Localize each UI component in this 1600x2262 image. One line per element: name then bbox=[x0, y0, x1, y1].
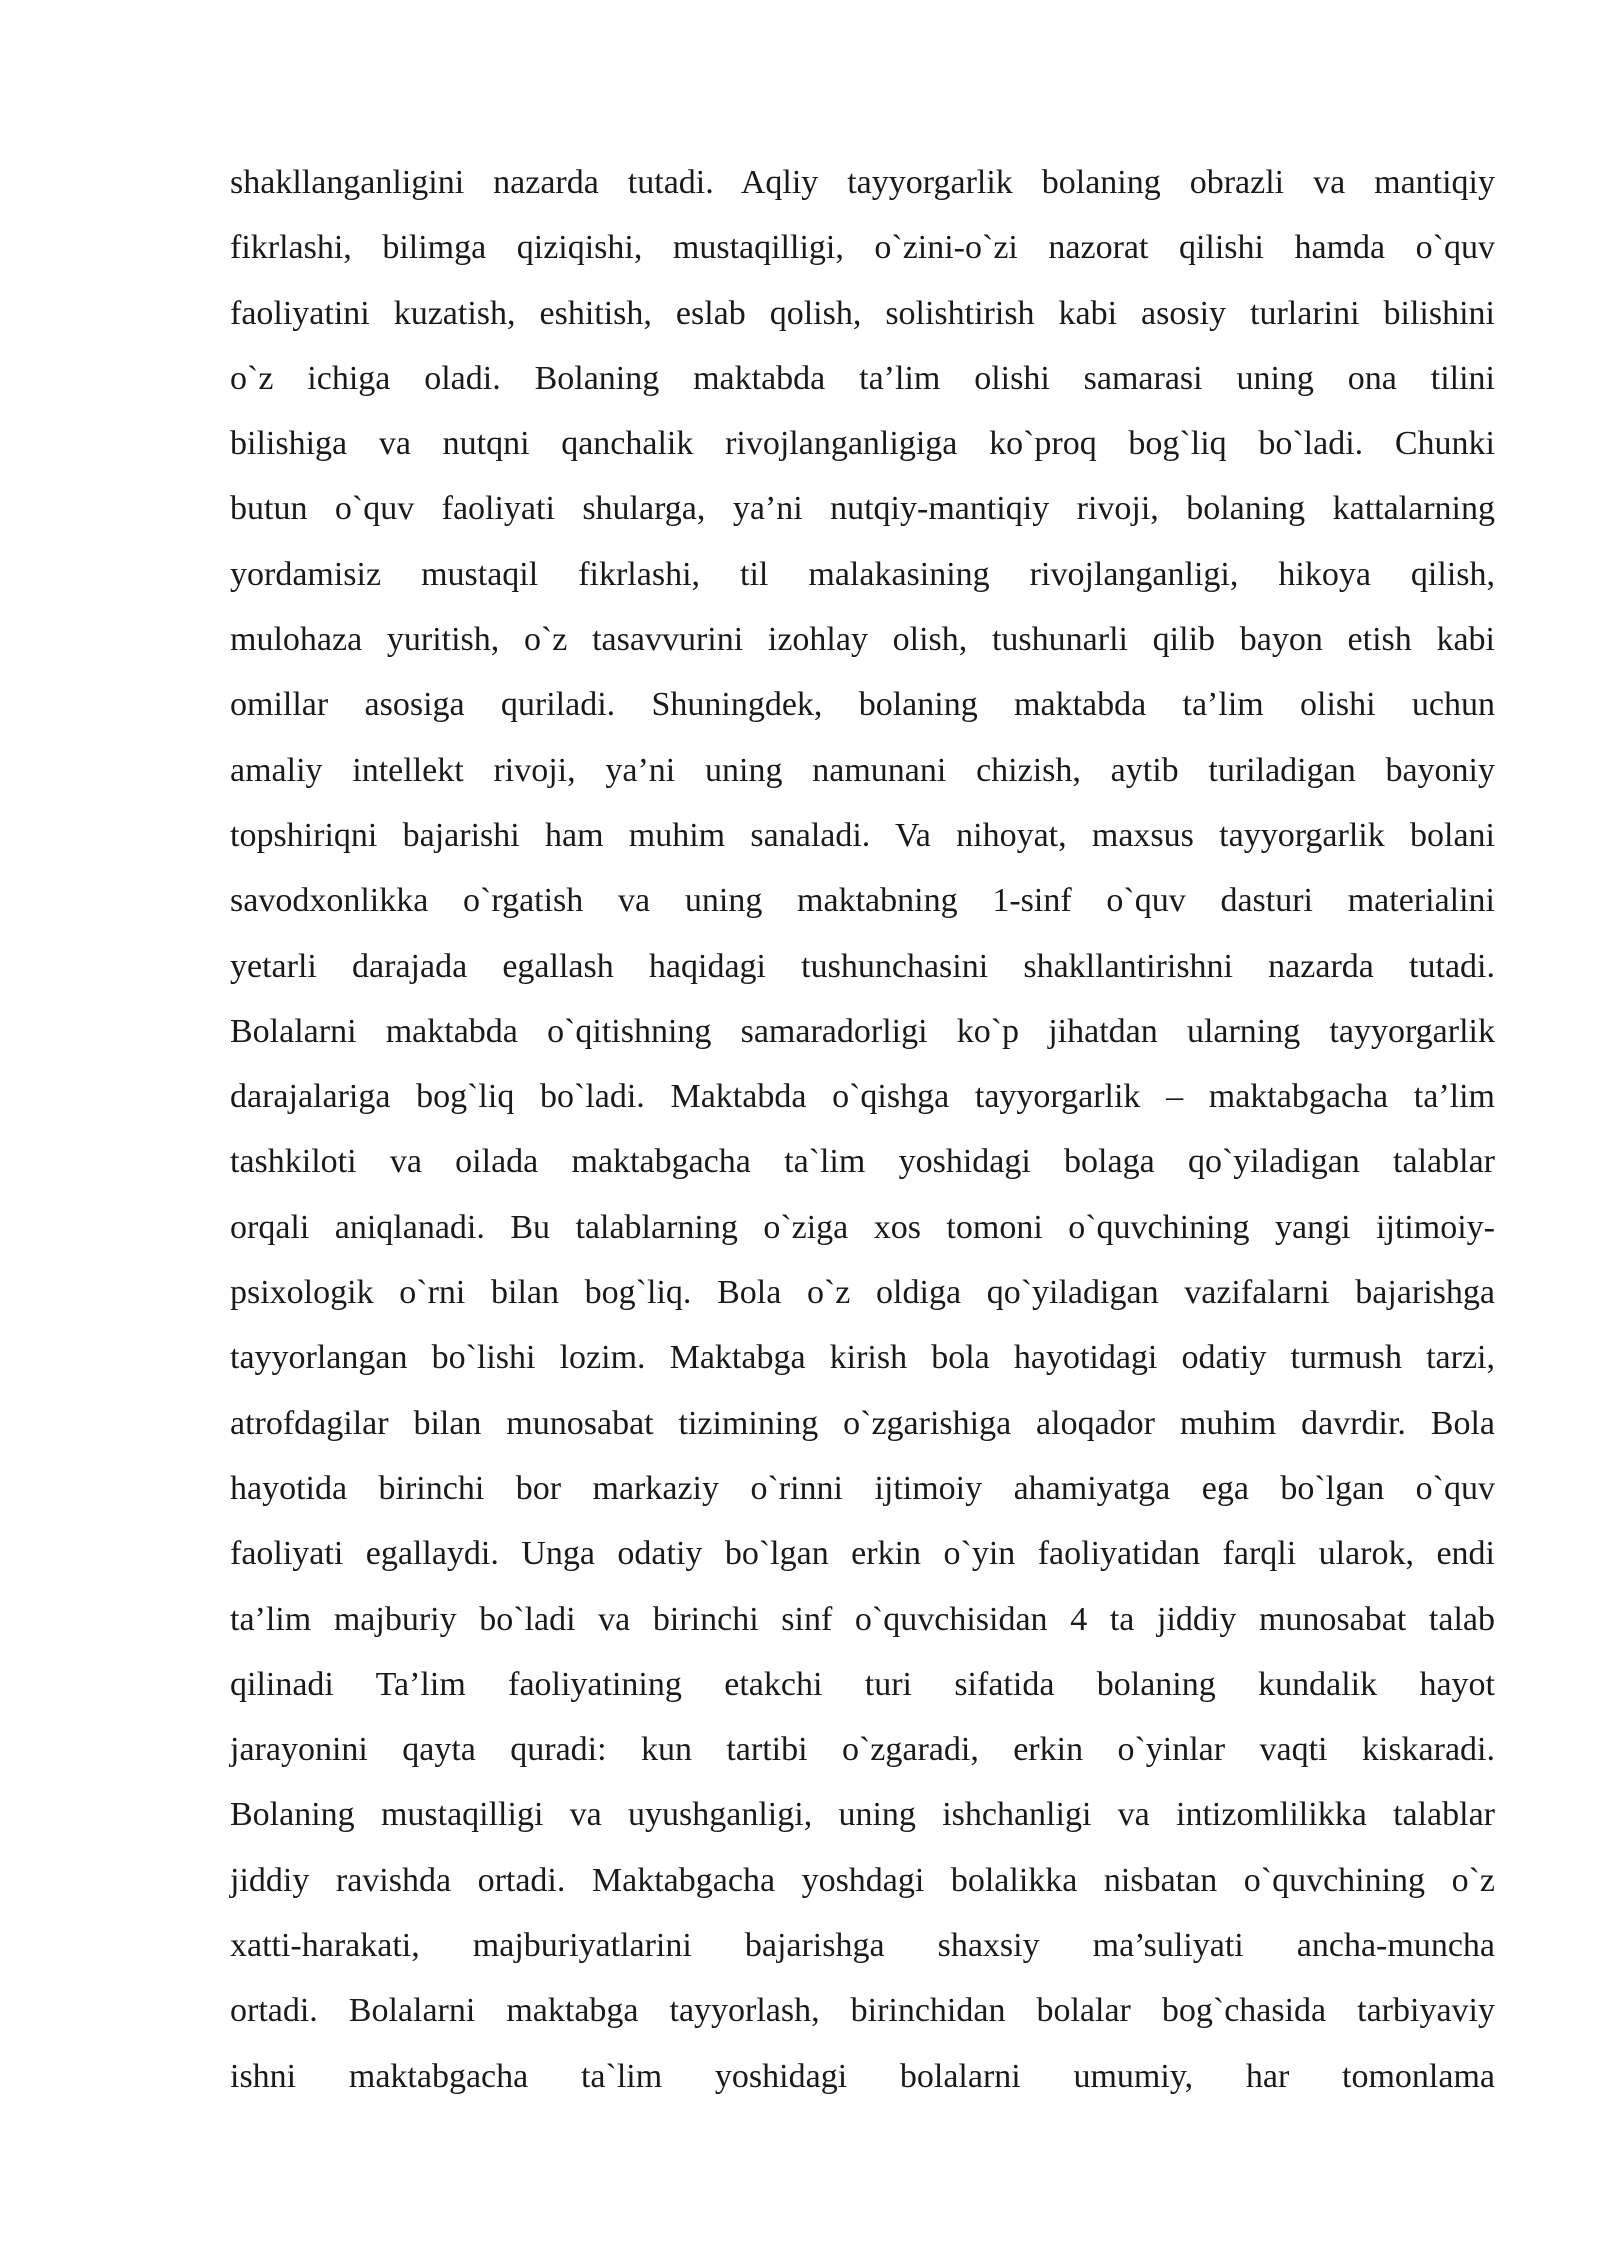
text-line: topshiriqni bajarishi ham muhim sanaladi. Va nihoyat, maxsus tayyorgarlik bolani bbox=[230, 816, 1495, 854]
text-line: ortadi. Bolalarni maktabga tayyorlash, birinchidan bolalar bog`chasida tarbiyaviy bbox=[230, 1992, 1495, 2030]
text-line: tashkiloti va oilada maktabgacha ta`lim yoshidagi bolaga qo`yiladigan talablar bbox=[230, 1143, 1495, 1181]
text-line: Bolaning mustaqilligi va uyushganligi, uning ishchanligi va intizomlilikka talablar bbox=[230, 1796, 1495, 1834]
text-line: darajalariga bog`liq bo`ladi. Maktabda o`qishga tayyorgarlik – maktabgacha ta’lim bbox=[230, 1078, 1495, 1116]
text-line: fikrlashi, bilimga qiziqishi, mustaqilligi, o`zini-o`zi nazorat qilishi hamda o`quv bbox=[230, 229, 1495, 267]
text-line: Bolalarni maktabda o`qitishning samaradorligi ko`p jihatdan ularning tayyorgarlik bbox=[230, 1012, 1495, 1050]
text-line: orqali aniqlanadi. Bu talablarning o`ziga xos tomoni o`quvchining yangi ijtimoiy- bbox=[230, 1208, 1495, 1246]
text-line: psixologik o`rni bilan bog`liq. Bola o`z oldiga qo`yiladigan vazifalarni bajarishga bbox=[230, 1274, 1495, 1312]
text-line: yordamisiz mustaqil fikrlashi, til malakasining rivojlanganligi, hikoya qilish, bbox=[230, 555, 1495, 593]
body-text bbox=[230, 150, 1495, 2109]
text-line: mulohaza yuritish, o`z tasavvurini izohlay olish, tushunarli qilib bayon etish kabi bbox=[230, 621, 1495, 659]
text-line: tayyorlangan bo`lishi lozim. Maktabga kirish bola hayotidagi odatiy turmush tarzi, bbox=[230, 1339, 1495, 1377]
text-line: savodxonlikka o`rgatish va uning maktabning 1-sinf o`quv dasturi materialini bbox=[230, 882, 1495, 920]
text-line: amaliy intellekt rivoji, ya’ni uning namunani chizish, aytib turiladigan bayoniy bbox=[230, 751, 1495, 789]
text-line: ta’lim majburiy bo`ladi va birinchi sinf o`quvchisidan 4 ta jiddiy munosabat talab bbox=[230, 1600, 1495, 1638]
text-line: ishni maktabgacha ta`lim yoshidagi bolalarni umumiy, har tomonlama bbox=[230, 2057, 1495, 2095]
text-line: xatti-harakati, majburiyatlarini bajarishga shaxsiy ma’suliyati ancha-muncha bbox=[230, 1927, 1495, 1965]
text-line: faoliyatini kuzatish, eshitish, eslab qolish, solishtirish kabi asosiy turlarini bilishini bbox=[230, 294, 1495, 332]
text-line: jiddiy ravishda ortadi. Maktabgacha yoshdagi bolalikka nisbatan o`quvchining o`z bbox=[230, 1861, 1495, 1899]
text-line: omillar asosiga quriladi. Shuningdek, bolaning maktabda ta’lim olishi uchun bbox=[230, 686, 1495, 724]
text-line: faoliyati egallaydi. Unga odatiy bo`lgan erkin o`yin faoliyatidan farqli ularok, endi bbox=[230, 1535, 1495, 1573]
text-line: qilinadi Ta’lim faoliyatining etakchi turi sifatida bolaning kundalik hayot bbox=[230, 1665, 1495, 1703]
text-line: atrofdagilar bilan munosabat tizimining o`zgarishiga aloqador muhim davrdir. Bola bbox=[230, 1404, 1495, 1442]
text-line: butun o`quv faoliyati shularga, ya’ni nutqiy-mantiqiy rivoji, bolaning kattalarning bbox=[230, 490, 1495, 528]
text-line: bilishiga va nutqni qanchalik rivojlanganligiga ko`proq bog`liq bo`ladi. Chunki bbox=[230, 425, 1495, 463]
text-line: shakllanganligini nazarda tutadi. Aqliy tayyorgarlik bolaning obrazli va mantiqiy bbox=[230, 164, 1495, 201]
text-line: jarayonini qayta quradi: kun tartibi o`zgaradi, erkin o`yinlar vaqti kiskaradi. bbox=[230, 1731, 1495, 1769]
text-line: yetarli darajada egallash haqidagi tushunchasini shakllantirishni nazarda tutadi. bbox=[230, 947, 1495, 985]
text-line: hayotida birinchi bor markaziy o`rinni ijtimoiy ahamiyatga ega bo`lgan o`quv bbox=[230, 1469, 1495, 1507]
text-line: o`z ichiga oladi. Bolaning maktabda ta’lim olishi samarasi uning ona tilini bbox=[230, 359, 1495, 397]
